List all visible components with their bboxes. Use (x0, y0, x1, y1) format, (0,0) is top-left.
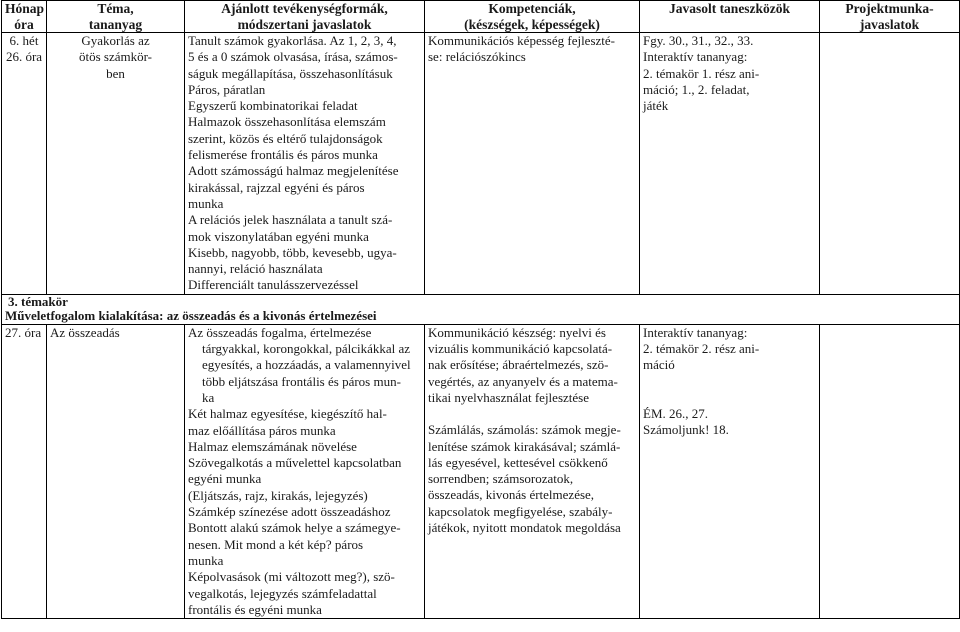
text-line: Kommunikáció készség: nyelvi és (428, 324, 606, 340)
text-line: Tanult számok gyakorlása. Az 1, 2, 3, 4, (188, 33, 397, 48)
text-line: máció (643, 357, 675, 373)
text-line: Kisebb, nagyobb, több, kevesebb, ugya- (188, 244, 397, 260)
text-line: tárgyakkal, korongokkal, pálcikákkal az (202, 341, 411, 357)
text-line: módszertani javaslatok (237, 16, 372, 32)
text-line: Halmazok összehasonlítása elemszám (188, 114, 386, 130)
text-line (643, 374, 816, 390)
text-line: 26. óra (5, 49, 43, 65)
text-line: játék (643, 98, 669, 114)
text-line (643, 390, 816, 406)
text-line: tikai nyelvhasználat fejlesztése (428, 389, 589, 405)
text-line: Számoljunk! 18. (643, 421, 729, 437)
text-line: vizuális kommunikáció kapcsolatá- (428, 341, 613, 357)
text-line: Fgy. 30., 31., 32., 33. (643, 33, 754, 48)
activities-cell (185, 33, 425, 295)
text-line: 27. óra (5, 324, 42, 340)
text-line: se: relációszókincs (428, 49, 526, 65)
projects-cell (820, 324, 960, 618)
text-line: játékok, nyitott mondatok megoldása (428, 520, 621, 536)
text-line: tananyag (88, 16, 143, 32)
header-activities (185, 1, 425, 33)
text-line: (Eljátszás, rajz, kirakás, lejegyzés) (188, 487, 368, 503)
text-line: több eljátszása frontális és páros mun- (202, 373, 401, 389)
text-line: Két halmaz egyesítése, kiegészítő hal- (188, 406, 387, 422)
header-topic (47, 1, 185, 33)
text-line: ka (202, 389, 215, 405)
text-line: Interaktív tananyag: (643, 324, 748, 340)
text-line: Differenciált tanulásszervezéssel (188, 277, 359, 293)
month-hour-cell (2, 33, 47, 295)
text-line: javaslatok (859, 16, 920, 32)
text-line: vegalkotás, lejegyzés számfeladattal (188, 585, 377, 601)
text-line: 6. hét (9, 33, 39, 48)
text-line: mok viszonylatában egyéni munka (188, 228, 369, 244)
header-projects (820, 1, 960, 33)
text-line: Számlálás, számolás: számok megje- (428, 422, 621, 438)
tools-cell (640, 33, 820, 295)
topic-cell (47, 33, 185, 295)
text-line: egyéni munka (188, 471, 262, 487)
text-line: egyesítés, a hozzáadás, a valamennyivel (202, 357, 411, 373)
text-line: kirakással, rajzzal egyéni és páros (188, 179, 365, 195)
text-line: Az összeadás fogalma, értelmezése (188, 324, 372, 340)
table-row (2, 324, 960, 618)
text-line: ben (106, 65, 125, 81)
text-line: Bontott alakú számok helye a számegye- (188, 520, 401, 536)
text-line: sorrendben; számsorozatok, (428, 471, 574, 487)
text-line: lás egyesével, kettesével csökkenő (428, 454, 608, 470)
text-line: Adott számosságú halmaz megjelenítése (188, 163, 399, 179)
text-line: Kompetenciák, (488, 1, 576, 16)
header-tools (640, 1, 820, 33)
text-line: felismerése frontális és páros munka (188, 147, 378, 163)
text-line: Projektmunka- (845, 1, 934, 16)
text-line: összeadás, kivonás értelmezése, (428, 487, 595, 503)
text-line: nak erősítése; ábraértelmezés, szö- (428, 357, 609, 373)
section-subtitle: Műveletfogalom kialakítása: az összeadás és a kivonás értelmezései (5, 307, 377, 323)
text-line: ságuk megállapítása, összehasonlításuk (188, 65, 393, 81)
text-line: Páros, páratlan (188, 81, 266, 97)
text-line (428, 406, 636, 422)
text-line: A relációs jelek használata a tanult szá- (188, 212, 393, 228)
text-line: nesen. Mit mond a két kép? páros (188, 536, 364, 552)
text-line: Szövegalkotás a művelettel kapcsolatban (188, 455, 402, 471)
text-line: ötös számkör- (78, 49, 153, 65)
text-line: Halmaz elemszámának növelése (188, 438, 357, 454)
text-line: Az összeadás (50, 324, 120, 340)
section-title: 3. témakör (8, 294, 68, 309)
projects-cell (820, 33, 960, 295)
text-line: lenítése számok kirakásával; számlá- (428, 438, 621, 454)
text-line: munka (188, 552, 224, 568)
competencies-cell (425, 33, 640, 295)
section-cell (2, 294, 960, 324)
text-line: munka (188, 195, 224, 211)
text-line: frontális és egyéni munka (188, 601, 322, 617)
text-line: Javasolt taneszközök (668, 1, 791, 16)
text-line: vegértés, az anyanyelv és a matema- (428, 373, 618, 389)
text-line: 2. témakör 1. rész ani- (643, 65, 760, 81)
text-line: Interaktív tananyag: (643, 49, 748, 65)
header-competencies (425, 1, 640, 33)
tools-cell (640, 324, 820, 618)
text-line: Ajánlott tevékenységformák, (221, 1, 388, 16)
text-line: szerint, közös és eltérő tulajdonságok (188, 130, 383, 146)
text-line: Egyszerű kombinatorikai feladat (188, 98, 358, 114)
competencies-cell (425, 324, 640, 618)
text-line: Kommunikációs képesség fejleszté- (428, 33, 615, 48)
curriculum-table (1, 0, 960, 619)
text-line: óra (14, 16, 34, 32)
text-line: ÉM. 26., 27. (643, 405, 708, 421)
header-row (2, 1, 960, 33)
text-line: Hónap (5, 1, 45, 16)
text-line: Képolvasások (mi változott meg?), szö- (188, 569, 395, 585)
activities-cell (185, 324, 425, 618)
text-line: 5 és a 0 számok olvasása, írása, számos- (188, 49, 398, 65)
section-row (2, 294, 960, 324)
text-line: Számkép színezése adott összeadáshoz (188, 504, 391, 520)
text-line: Gyakorlás az (81, 33, 150, 48)
topic-cell (47, 324, 185, 618)
text-line: (készségek, képességek) (464, 16, 600, 32)
month-hour-cell (2, 324, 47, 618)
text-line: kapcsolatok megfigyelése, szabály- (428, 503, 613, 519)
text-line: nannyi, reláció használata (188, 261, 323, 277)
table-row (2, 33, 960, 295)
text-line: máció; 1., 2. feladat, (643, 81, 750, 97)
header-month-hour (2, 1, 47, 33)
text-line: 2. témakör 2. rész ani- (643, 341, 760, 357)
text-line: maz előállítása páros munka (188, 422, 336, 438)
text-line: Téma, (97, 1, 134, 16)
